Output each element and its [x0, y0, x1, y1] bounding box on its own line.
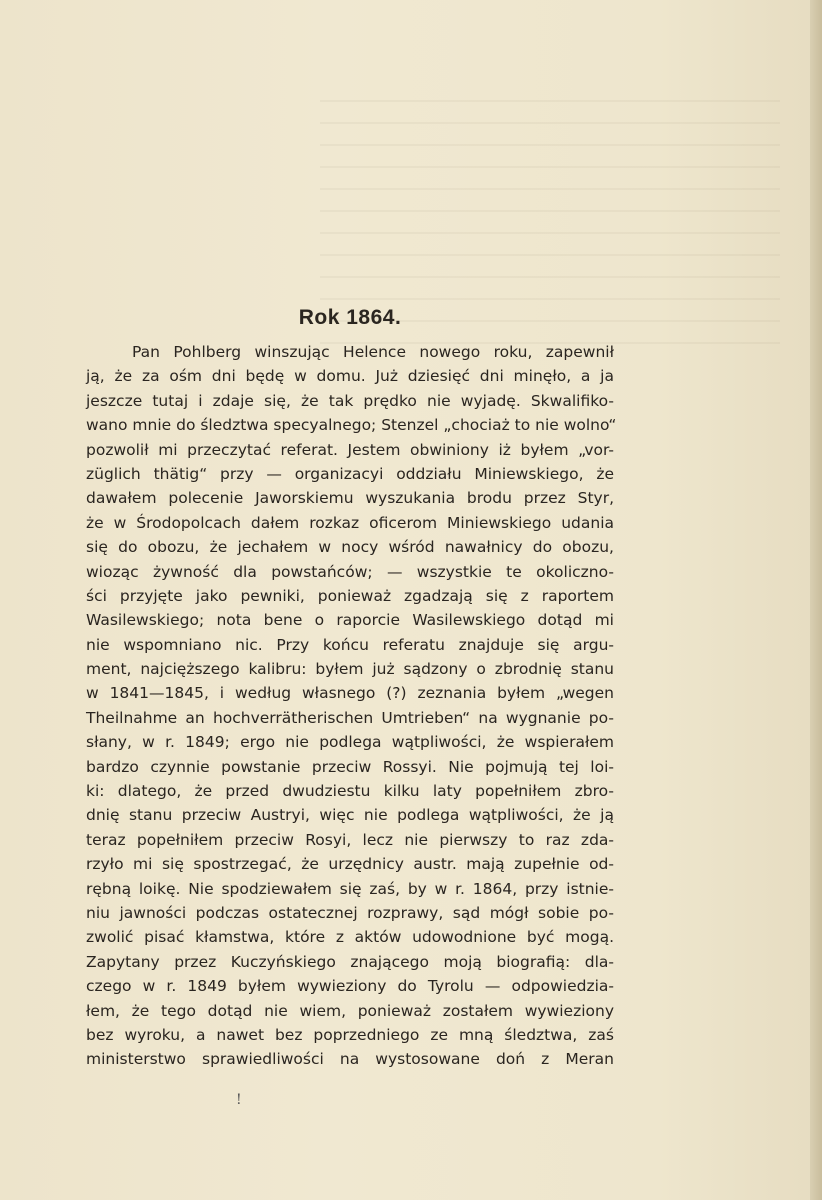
text-line: teraz popełniłem przeciw Rosyi, lecz nie pierwszy to raz zda- — [86, 830, 614, 849]
text-line: wioząc żywność dla powstańców; — wszystkie te okoliczno- — [86, 562, 614, 581]
text-line: nie wspomniano nic. Przy końcu referatu znajduje się argu- — [86, 635, 614, 654]
text-line: ją, że za ośm dni będę w domu. Już dziesięć dni minęło, a ja — [86, 367, 614, 386]
text-line: ment, najcięższego kalibru: byłem już sądzony o zbrodnię stanu — [86, 660, 614, 679]
text-line: züglich thätig“ przy — organizacyi oddziału Miniewskiego, że — [86, 464, 614, 483]
text-line: dnię stanu przeciw Austryi, więc nie podlega wątpliwości, że ją — [86, 806, 614, 825]
text-line: w 1841—1845, i według własnego (?) zeznania byłem „wegen — [86, 684, 614, 703]
text-line: wano mnie do śledztwa specyalnego; Stenzel „chociaż to nie wolno“ — [86, 416, 617, 435]
text-line: jeszcze tutaj i zdaje się, że tak prędko nie wyjadę. Skwalifiko- — [86, 391, 614, 410]
text-line: Theilnahme an hochverrätherischen Umtrieben“ na wygnanie po- — [86, 708, 614, 727]
body-text — [86, 340, 617, 1072]
text-line: ministerstwo sprawiedliwości na wystosowane doń z Meran — [86, 1050, 614, 1069]
text-line: że w Środopolcach dałem rozkaz oficerom Miniewskiego udania — [86, 513, 614, 532]
text-line: pozwolił mi przeczytać referat. Jestem obwiniony iż byłem „vor- — [86, 440, 614, 459]
text-line: zwolić pisać kłamstwa, które z aktów udowodnione być mogą. — [86, 928, 614, 947]
text-line: dawałem polecenie Jaworskiemu wyszukania brodu przez Styr, — [86, 489, 614, 508]
text-line: bardzo czynnie powstanie przeciw Rossyi. Nie pojmują tej loi- — [86, 757, 614, 776]
text-line: słany, w r. 1849; ergo nie podlega wątpliwości, że wspierałem — [86, 733, 614, 752]
text-line: czego w r. 1849 byłem wywieziony do Tyrolu — odpowiedzia- — [86, 977, 614, 996]
text-line: bez wyroku, a nawet bez poprzedniego ze mną śledztwa, zaś — [86, 1025, 614, 1044]
text-line: niu jawności podczas ostatecznej rozprawy, sąd mógł sobie po- — [86, 903, 614, 922]
text-line: rębną loikę. Nie spodziewałem się zaś, by w r. 1864, przy istnie- — [86, 879, 614, 898]
folio-mark: ! — [236, 1092, 242, 1108]
page-edge — [810, 0, 822, 1200]
text-line: łem, że tego dotąd nie wiem, ponieważ zostałem wywieziony — [86, 1001, 614, 1020]
text-line: Zapytany przez Kuczyńskiego znającego moją biografią: dla- — [86, 952, 614, 971]
text-line: Pan Pohlberg winszując Helence nowego roku, zapewnił — [132, 343, 614, 361]
text-line: rzyło mi się spostrzegać, że urzędnicy austr. mają zupełnie od- — [86, 855, 614, 874]
chapter-title: Rok 1864. — [298, 306, 402, 329]
text-line: ki: dlatego, że przed dwudziestu kilku laty popełniłem zbro- — [86, 782, 614, 801]
text-line: Wasilewskiego; nota bene o raporcie Wasilewskiego dotąd mi — [86, 611, 614, 630]
text-line: się do obozu, że jechałem w nocy wśród nawałnicy do obozu, — [86, 538, 614, 557]
text-line: ści przyjęte jako pewniki, ponieważ zgadzają się z raportem — [86, 586, 614, 605]
